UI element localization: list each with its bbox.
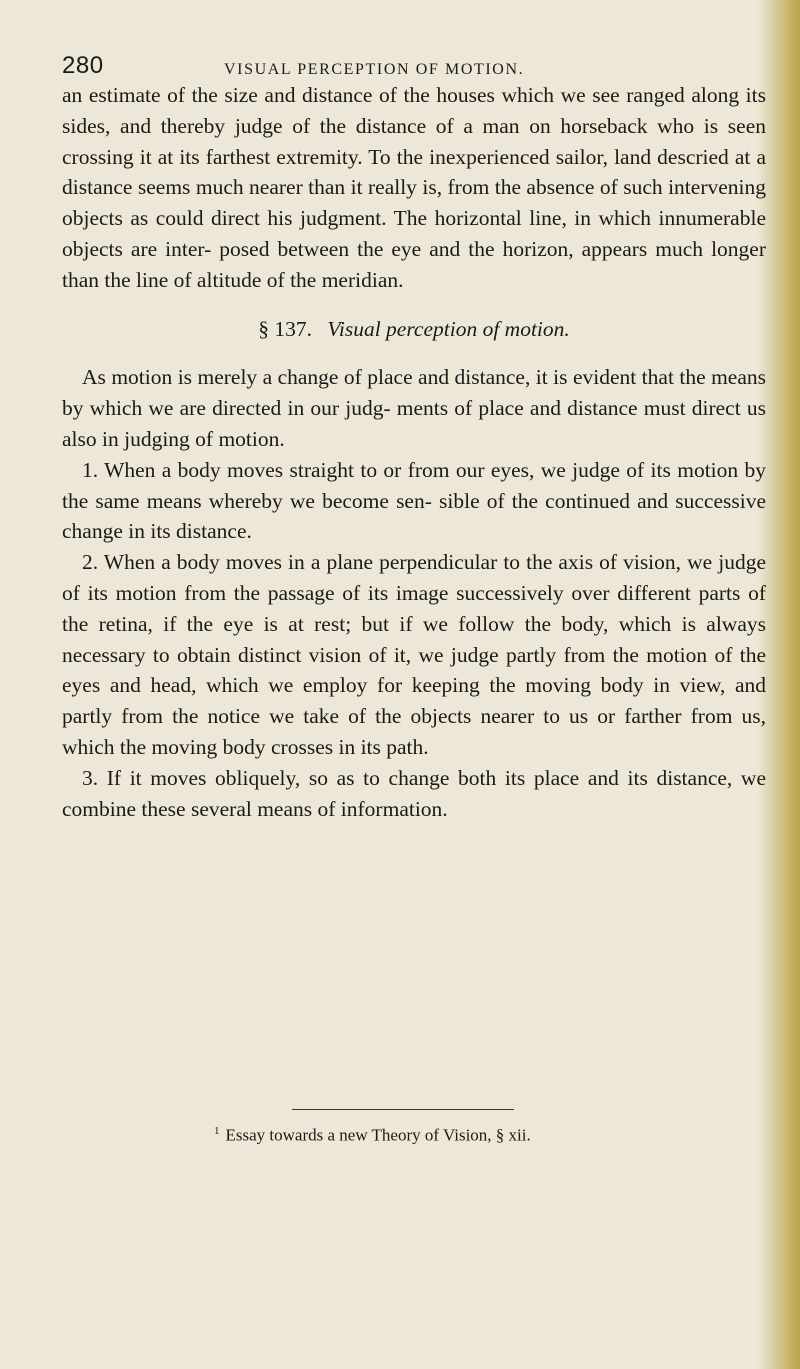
paragraph-continuation: an estimate of the size and distance of the houses which we see ranged along its sides, and thereby judge of the distance of a man on horseback who is seen crossing it at its farthest extremity. To the inexperienced sailor, land descried at a distance seems much nearer than it really is, from the absence of such intervening objects as could direct his judgment. The horizontal line, in which innumerable objects are inter- posed between the eye and the horizon, appears much longer than the line of altitude of the meridian. [62,83,766,292]
footnote-text: Essay towards a new Theory of Vision, § xii. [225,1125,531,1145]
paragraph-item-3: 3. If it moves obliquely, so as to change both its place and its distance, we combine these several means of information. [62,765,766,821]
section-heading [62,314,766,345]
section-number: § 137. [258,316,312,341]
footnote-mark: 1 [214,1125,220,1137]
paragraph-item-2: 2. When a body moves in a plane perpendicular to the axis of vision, we judge of its motion from the passage of its image successively over different parts of the retina, if the eye is at rest; but if we follow the body, which is always necessary to obtain distinct vision of it, we judge partly from the motion of the eyes and head, which we employ for keeping the moving body in view, and partly from the notice we take of the objects nearer to us or farther from us, which the moving body crosses in its path. [62,550,766,759]
paragraph-intro: As motion is merely a change of place and distance, it is evident that the means by which we are directed in our judg- ments of place and distance must direct us also in judging of motion. [62,365,766,451]
paragraph-item-1: 1. When a body moves straight to or from our eyes, we judge of its motion by the same means whereby we become sen- sible of the continued and successive change in its distance. [62,457,766,544]
footnote-divider [292,1109,514,1110]
body-text [62,80,766,824]
section-title: Visual perception of motion. [327,316,570,341]
page-number: 280 [62,52,104,79]
footnote [214,1125,531,1146]
running-head: VISUAL PERCEPTION OF MOTION. [224,61,525,78]
